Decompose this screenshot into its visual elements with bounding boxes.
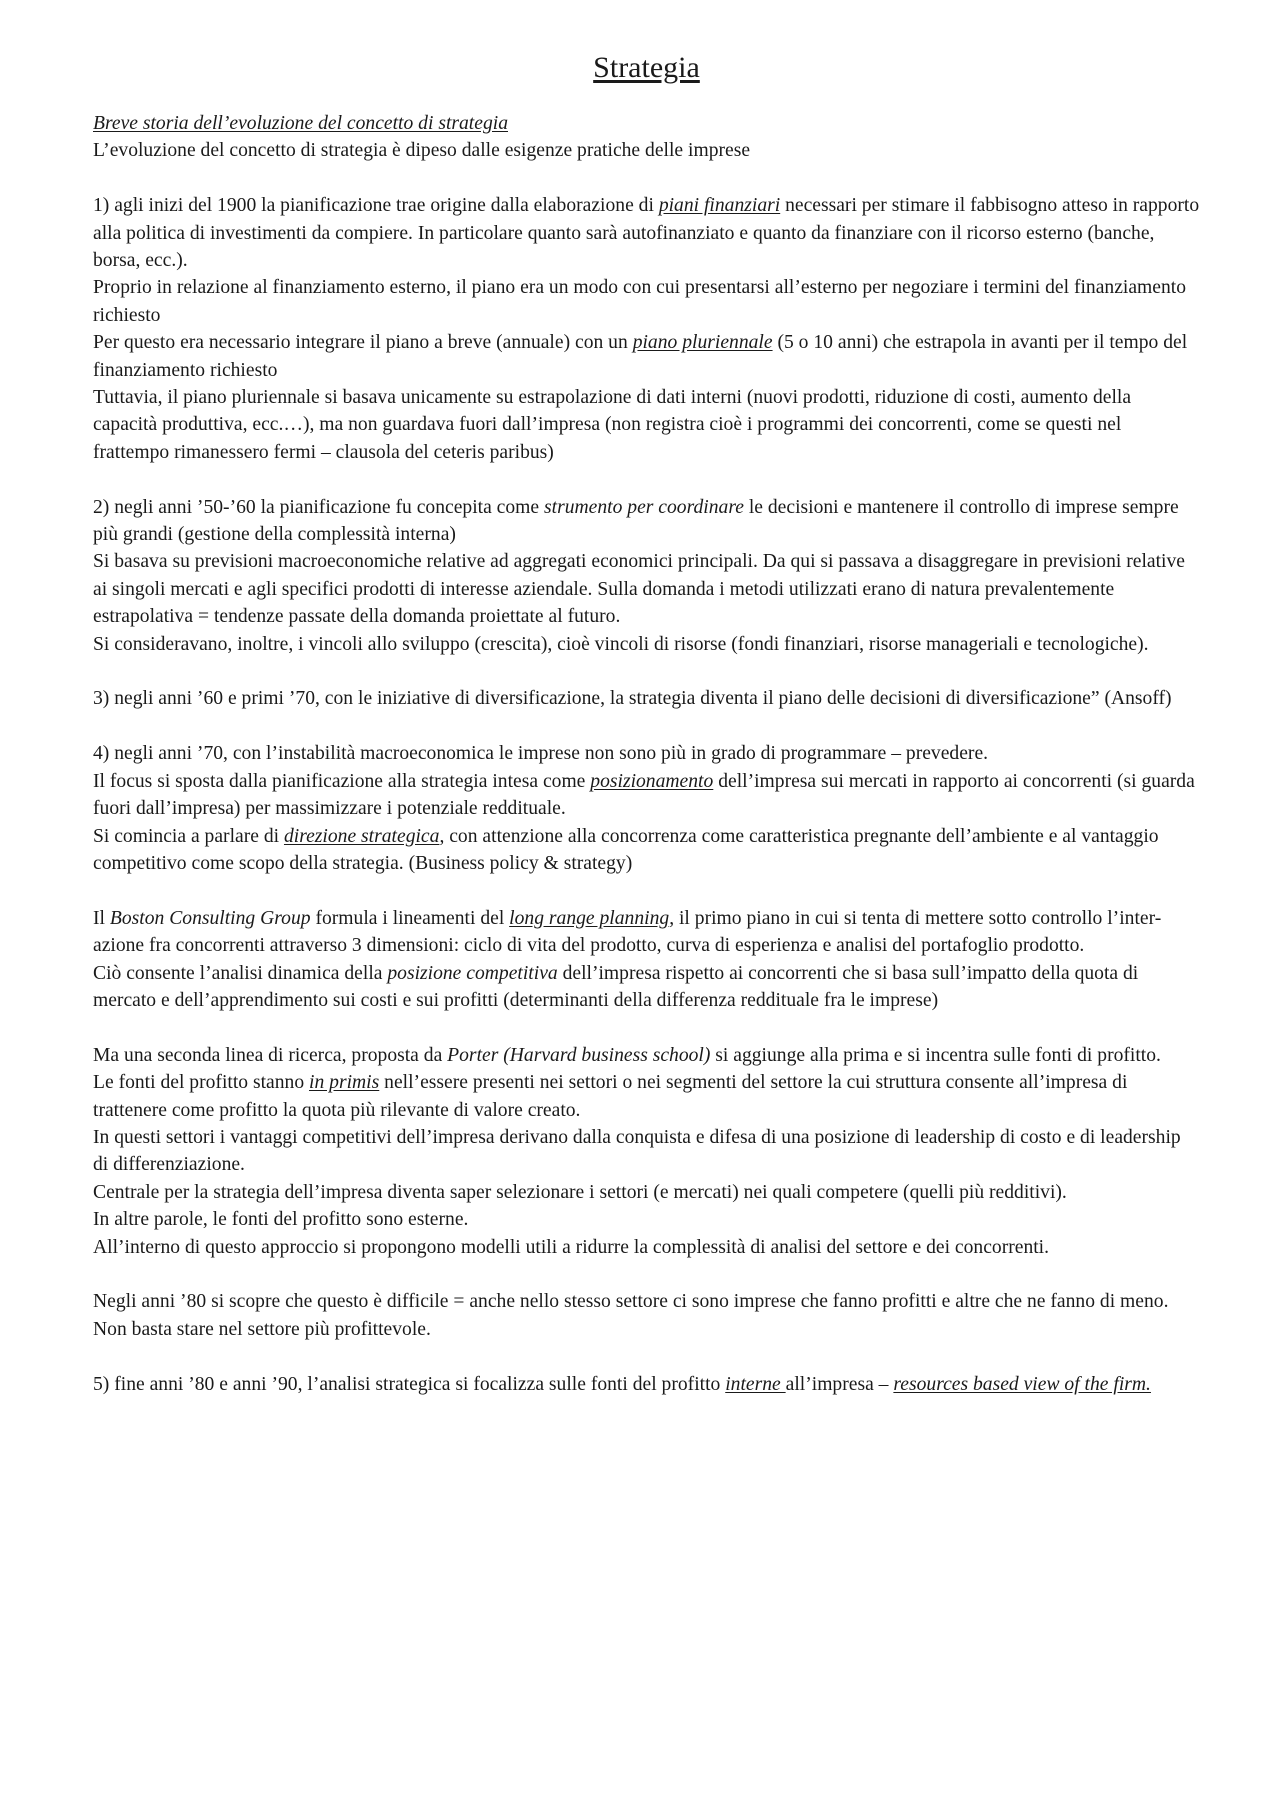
paragraph-1-4: Tuttavia, il piano pluriennale si basava unicamente su estrapolazione di dati interni (nuovi prodotti, riduzione di costi, aumento della capacità produttiva, ecc.…), ma non guardava fuori dall’impresa (non registra cioè i programmi dei concorrenti, come se questi nel frattempo rimanessero fermi – clausola del ceteris paribus) bbox=[93, 387, 1132, 463]
term-piani-finanziari: piani finanziari bbox=[658, 195, 781, 217]
term-resources-based-view: resources based view of the firm. bbox=[893, 1373, 1151, 1395]
paragraph-2-3: Si consideravano, inoltre, i vincoli allo sviluppo (crescita), cioè vincoli di risorse (fondi finanziari, risorse manageriali e tecnologiche). bbox=[93, 633, 1149, 655]
paragraph-4-2: Il focus si sposta dalla pianificazione alla strategia intesa come posizionamento dell’impresa sui mercati in rapporto ai concorrenti (si guarda fuori dall’impresa) per massimizzare i potenziale reddituale. bbox=[93, 770, 1195, 820]
term-interne: interne bbox=[725, 1373, 786, 1395]
paragraph-anni-80: Negli anni ’80 si scopre che questo è difficile = anche nello stesso settore ci sono imprese che fanno profitti e altre che ne fanno di meno. bbox=[93, 1291, 1169, 1313]
paragraph-porter-6: All’interno di questo approccio si propongono modelli utili a ridurre la complessità di analisi del settore e dei concorrenti. bbox=[93, 1236, 1050, 1258]
paragraph-porter-4: Centrale per la strategia dell’impresa diventa saper selezionare i settori (e mercati) nei quali competere (quelli più redditivi). bbox=[93, 1181, 1067, 1203]
page-title: Strategia bbox=[593, 51, 700, 84]
term-in-primis: in primis bbox=[309, 1072, 380, 1094]
paragraph-5: 5) fine anni ’80 e anni ’90, l’analisi strategica si focalizza sulle fonti del profitto interne all’impresa – resources based view of the firm. bbox=[93, 1373, 1151, 1395]
paragraph-porter: Ma una seconda linea di ricerca, proposta da Porter (Harvard business school) si aggiunge alla prima e si incentra sulle fonti di profitto. bbox=[93, 1044, 1161, 1066]
paragraph-4: 4) negli anni ’70, con l’instabilità macroeconomica le imprese non sono più in grado di programmare – prevedere. bbox=[93, 743, 989, 765]
paragraph-2: 2) negli anni ’50-’60 la pianificazione fu concepita come strumento per coordinare le decisioni e mantenere il controllo di imprese sempre più grandi (gestione della complessità interna) bbox=[93, 496, 1179, 546]
term-strumento-per-coordinare: strumento per coordinare bbox=[544, 496, 744, 518]
paragraph-bcg: Il Boston Consulting Group formula i lineamenti del long range planning, il primo piano in cui si tenta di mettere sotto controllo l’inter-azione fra concorrenti attraverso 3 dimensioni: ciclo di vita del prodotto, curva di esperienza e analisi del portafoglio prodotto. bbox=[93, 907, 1162, 957]
term-direzione-strategica: direzione strategica bbox=[283, 825, 440, 847]
paragraph-1-2: Proprio in relazione al finanziamento esterno, il piano era un modo con cui presentarsi all’esterno per negoziare i termini del finanziamento richiesto bbox=[93, 277, 1187, 326]
paragraph-3: 3) negli anni ’60 e primi ’70, con le iniziative di diversificazione, la strategia diventa il piano delle decisioni di diversificazione” (Ansoff) bbox=[93, 688, 1172, 710]
term-posizionamento: posizionamento bbox=[590, 770, 714, 792]
paragraph-anni-80-2: Non basta stare nel settore più profittevole. bbox=[93, 1318, 431, 1340]
paragraph-2-2: Si basava su previsioni macroeconomiche relative ad aggregati economici principali. Da qui si passava a disaggregare in previsioni relative ai singoli mercati e agli specifici prodotti di interesse aziendale. Sulla domanda i metodi utilizzati erano di natura prevalentemente estrapolativa = tendenze passate della domanda proiettate al futuro. bbox=[93, 551, 1185, 628]
term-porter: Porter (Harvard business school) bbox=[447, 1044, 711, 1066]
paragraph-1: 1) agli inizi del 1900 la pianificazione trae origine dalla elaborazione di piani finanziari necessari per stimare il fabbisogno atteso in rapporto alla politica di investimenti da compiere. In particolare quanto sarà autofinanziato e quanto da finanziare con il ricorso esterno (banche, borsa, ecc.). bbox=[93, 195, 1200, 272]
term-boston-consulting-group: Boston Consulting Group bbox=[109, 907, 311, 929]
paragraph-1-3: Per questo era necessario integrare il piano a breve (annuale) con un piano pluriennale (5 o 10 anni) che estrapola in avanti per il tempo del finanziamento richiesto bbox=[93, 332, 1188, 381]
section-subtitle: Breve storia dell’evoluzione del concetto di strategia bbox=[93, 113, 508, 134]
paragraph-porter-5: In altre parole, le fonti del profitto sono esterne. bbox=[93, 1209, 469, 1231]
intro-paragraph: L’evoluzione del concetto di strategia è dipeso dalle esigenze pratiche delle imprese bbox=[93, 140, 751, 162]
term-posizione-competitiva: posizione competitiva bbox=[387, 962, 558, 984]
paragraph-porter-2: Le fonti del profitto stanno in primis nell’essere presenti nei settori o nei segmenti del settore la cui struttura consente all’impresa di trattenere come profitto la quota più rilevante di valore creato. bbox=[93, 1072, 1128, 1121]
paragraph-4-3: Si comincia a parlare di direzione strategica, con attenzione alla concorrenza come caratteristica pregnante dell’ambiente e al vantaggio competitivo come scopo della strategia. (Business policy & strategy) bbox=[93, 825, 1159, 874]
paragraph-bcg-2: Ciò consente l’analisi dinamica della posizione competitiva dell’impresa rispetto ai concorrenti che si basa sull’impatto della quota di mercato e dell’apprendimento sui costi e sui profitti (determinanti della differenza reddituale fra le imprese) bbox=[93, 962, 1139, 1011]
paragraph-porter-3: In questi settori i vantaggi competitivi dell’impresa derivano dalla conquista e difesa di una posizione di leadership di costo e di leadership di differenziazione. bbox=[93, 1126, 1181, 1176]
term-piano-pluriennale: piano pluriennale bbox=[632, 332, 773, 354]
term-long-range-planning: long range planning bbox=[509, 907, 670, 929]
